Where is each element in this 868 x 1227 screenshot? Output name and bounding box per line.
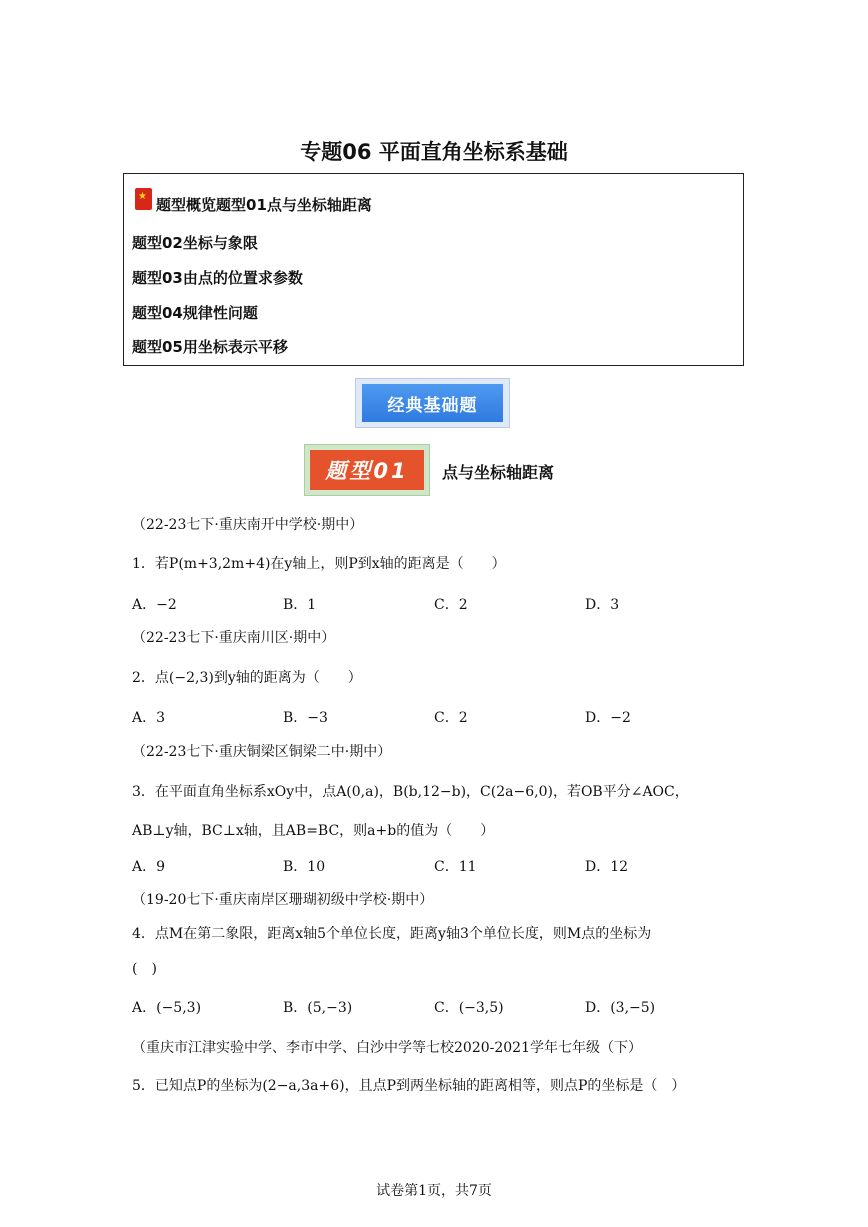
option-b: B．1 [283,597,317,613]
question-stem-cont: ( ) [132,961,157,977]
toc-item: 题型04规律性问题 [132,304,258,322]
section-title: 点与坐标轴距离 [442,463,555,482]
option-a: A．3 [132,710,166,726]
section-badge [304,444,430,496]
option-d: D．12 [585,859,629,875]
banner-label: 经典基础题 [362,384,503,422]
option-b: B．(5,−3) [283,1000,353,1016]
option-c: C．11 [434,859,477,875]
toc-item: 题型05用坐标表示平移 [132,338,288,356]
question-stem-cont: AB⊥y轴，BC⊥x轴，且AB=BC，则a+b的值为（ ） [132,823,495,839]
toc-item: 题型02坐标与象限 [132,234,258,252]
option-d: D．−2 [585,710,631,726]
classic-basics-banner [355,378,510,428]
section-badge-label: 题型01 [310,450,424,490]
option-a: A．−2 [132,597,177,613]
option-b: B．−3 [283,710,328,726]
option-c: C．2 [434,597,468,613]
book-icon [135,188,152,210]
toc-item: 题型03由点的位置求参数 [132,269,303,287]
question-stem: 5．已知点P的坐标为(2−a,3a+6)，且点P到两坐标轴的距离相等，则点P的坐标是（ ） [132,1078,686,1094]
question-source: （19-20七下·重庆南岸区珊瑚初级中学校·期中） [132,892,434,908]
question-source: （22-23七下·重庆铜梁区铜梁二中·期中） [132,744,392,760]
page-title: 专题06 平面直角坐标系基础 [300,140,568,164]
option-a: A．(−5,3) [132,1000,202,1016]
option-b: B．10 [283,859,326,875]
question-stem: 4．点M在第二象限，距离x轴5个单位长度，距离y轴3个单位长度，则M点的坐标为 [132,926,652,942]
option-c: C．2 [434,710,468,726]
question-source: （22-23七下·重庆南川区·期中） [132,630,336,646]
question-stem: 2．点(−2,3)到y轴的距离为（ ） [132,670,362,686]
toc-item: 题型概览题型01点与坐标轴距离 [156,196,372,214]
question-stem: 1．若P(m+3,2m+4)在y轴上，则P到x轴的距离是（ ） [132,556,506,572]
question-stem: 3．在平面直角坐标系xOy中，点A(0,a)，B(b,12−b)，C(2a−6,0)，若OB平分∠AOC， [132,784,689,800]
option-c: C．(−3,5) [434,1000,504,1016]
question-source: （重庆市江津实验中学、李市中学、白沙中学等七校2020-2021学年七年级（下） [132,1040,642,1056]
page-footer: 试卷第1页，共7页 [376,1183,492,1199]
option-d: D．(3,−5) [585,1000,656,1016]
question-source: （22-23七下·重庆南开中学校·期中） [132,517,364,533]
option-a: A．9 [132,859,166,875]
option-d: D．3 [585,597,620,613]
toc-box [123,173,744,366]
